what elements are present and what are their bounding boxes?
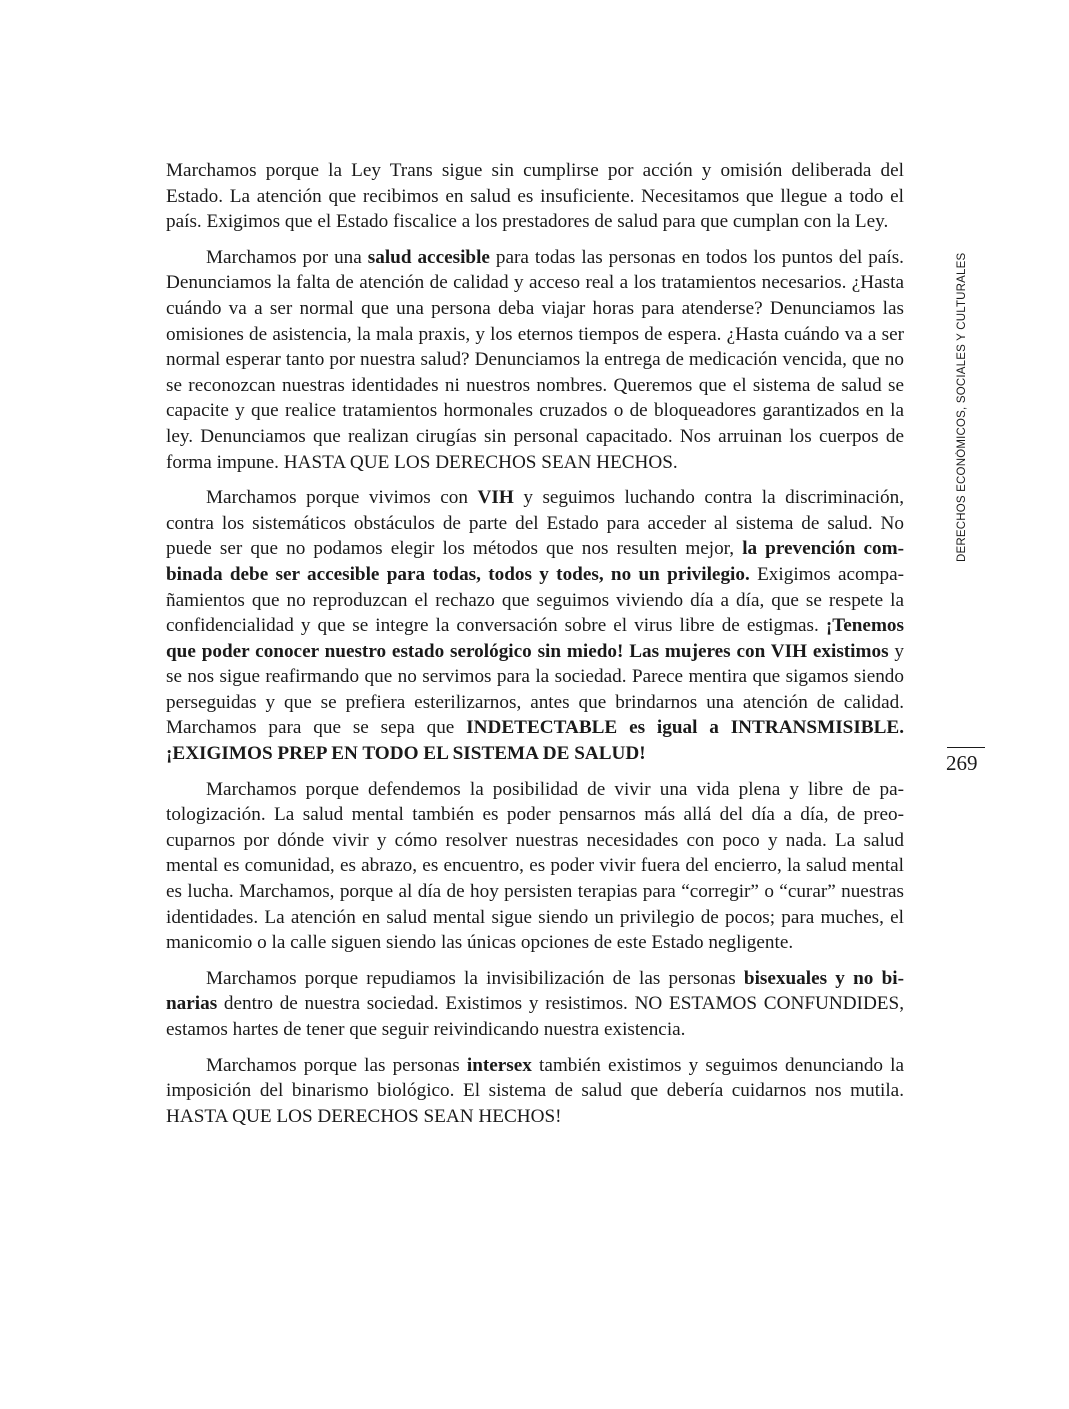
section-running-head: DERECHOS ECONÓMICOS, SOCIALES Y CULTURALES xyxy=(956,252,968,562)
paragraph-vih xyxy=(166,485,904,767)
paragraph-text: Marchamos porque la Ley Trans sigue sin cumplirse por acción y omisión deliberada del Estado. La atención que recibimos en salud es insuficiente. Necesitamos que llegue a todo el país. Exigimos que el Estado fiscalice a los prestadores de salud para que cumplan con la Ley. xyxy=(166,160,904,233)
bold-phrase: la prevención combinada debe ser accesible para todas, todos y todes, no un privilegio. xyxy=(166,538,904,585)
paragraph-text: dentro de nuestra sociedad. Existimos y resistimos. NO ESTAMOS CONFUNDIDES, estamos hartes de tener que seguir reivindicando nuestra existencia. xyxy=(166,993,904,1040)
paragraph-text: Marchamos porque repudiamos la invisibilización de las personas xyxy=(206,967,744,989)
paragraph-text: y se nos sigue reafirmando que no servimos para la sociedad. Parece mentira que sigamos siendo perseguidas y que se prefiera esterilizarnos, antes que brindarnos una atención de calidad. Marchamos para que se sepa que xyxy=(166,640,905,739)
bold-phrase: VIH xyxy=(477,487,514,509)
paragraph-text: también existimos y seguimos denunciando la imposición del binarismo biológico. El sistema de salud que debería cuidarnos nos mutila. HASTA QUE LOS DERECHOS SEAN HECHOS! xyxy=(166,1054,905,1127)
body-text xyxy=(166,158,904,1139)
paragraph-bisexuales-no-binarias xyxy=(166,966,904,1043)
paragraph-text: Marchamos porque vivimos con xyxy=(206,487,478,509)
bold-phrase: ¡Tenemos que poder conocer nuestro estado serológico sin miedo! Las mujeres con VIH existimos xyxy=(166,615,904,662)
paragraph-text: Marchamos porque defendemos la posibilidad de vivir una vida plena y libre de patologización. La salud mental también es poder pensarnos más allá del día a día, de preocuparnos por dónde vivir y cómo resolver nuestras necesidades con poco y nada. La salud mental es comunidad, es abrazo, es encuentro, es poder vivir fuera del encierro, la salud mental es lucha. Marchamos, porque al día de hoy persisten terapias para “corregir” o “curar” nuestras identidades. La atención en salud mental sigue siendo un privilegio de pocos; para muches, el manicomio o la calle siguen siendo las únicas opciones de este Estado negligente. xyxy=(166,778,904,954)
bold-phrase: salud accesible xyxy=(367,246,490,268)
paragraph-ley-trans xyxy=(166,158,904,235)
paragraph-salud-mental xyxy=(166,777,904,956)
bold-phrase: intersex xyxy=(466,1054,532,1076)
paragraph-salud-accesible xyxy=(166,245,904,475)
page-number: 269 xyxy=(946,751,978,775)
paragraph-text: y seguimos luchando contra la discriminación, contra los sistemáticos obstáculos de parte del Estado para acceder al sistema de salud. No puede ser que no podamos elegir los métodos que nos resulten mejor, xyxy=(166,487,904,560)
paragraph-text: Exigimos acompañamientos que no reproduzcan el rechazo que seguimos viviendo día a día, que se respete la confidencialidad y que se integre la conversación sobre el virus libre de estigmas. xyxy=(166,563,904,637)
bold-phrase: INDETECTABLE es igual a INTRANSMISIBLE. ¡EXIGIMOS PREP EN TODO EL SISTEMA DE SALUD! xyxy=(166,717,904,765)
paragraph-text: para todas las personas en todos los puntos del país. Denunciamos la falta de atención de calidad y acceso real a los tratamientos necesarios. ¿Hasta cuándo va a ser normal que una persona deba viajar horas para atenderse? Denunciamos las omisiones de asistencia, la mala praxis, y los eternos tiempos de espera. ¿Hasta cuándo va a ser normal esperar tanto por nuestra salud? Denunciamos la entrega de medicación vencida, que no se reconozcan nuestras identidades ni nuestros nombres. Queremos que el sistema de salud se capacite y que realice tratamientos hormonales cruzados o de bloqueadores garantizados en la ley. Denunciamos que realizan cirugías sin personal capacitado. Nos arruinan los cuerpos de forma impune. HASTA QUE LOS DERECHOS SEAN HECHOS. xyxy=(166,246,904,473)
paragraph-text: Marchamos porque las personas xyxy=(206,1054,467,1076)
page-number-rule xyxy=(947,747,985,748)
bold-phrase: bisexuales y no binarias xyxy=(166,967,904,1015)
paragraph-intersex xyxy=(166,1053,904,1130)
paragraph-text: Marchamos por una xyxy=(206,246,368,268)
